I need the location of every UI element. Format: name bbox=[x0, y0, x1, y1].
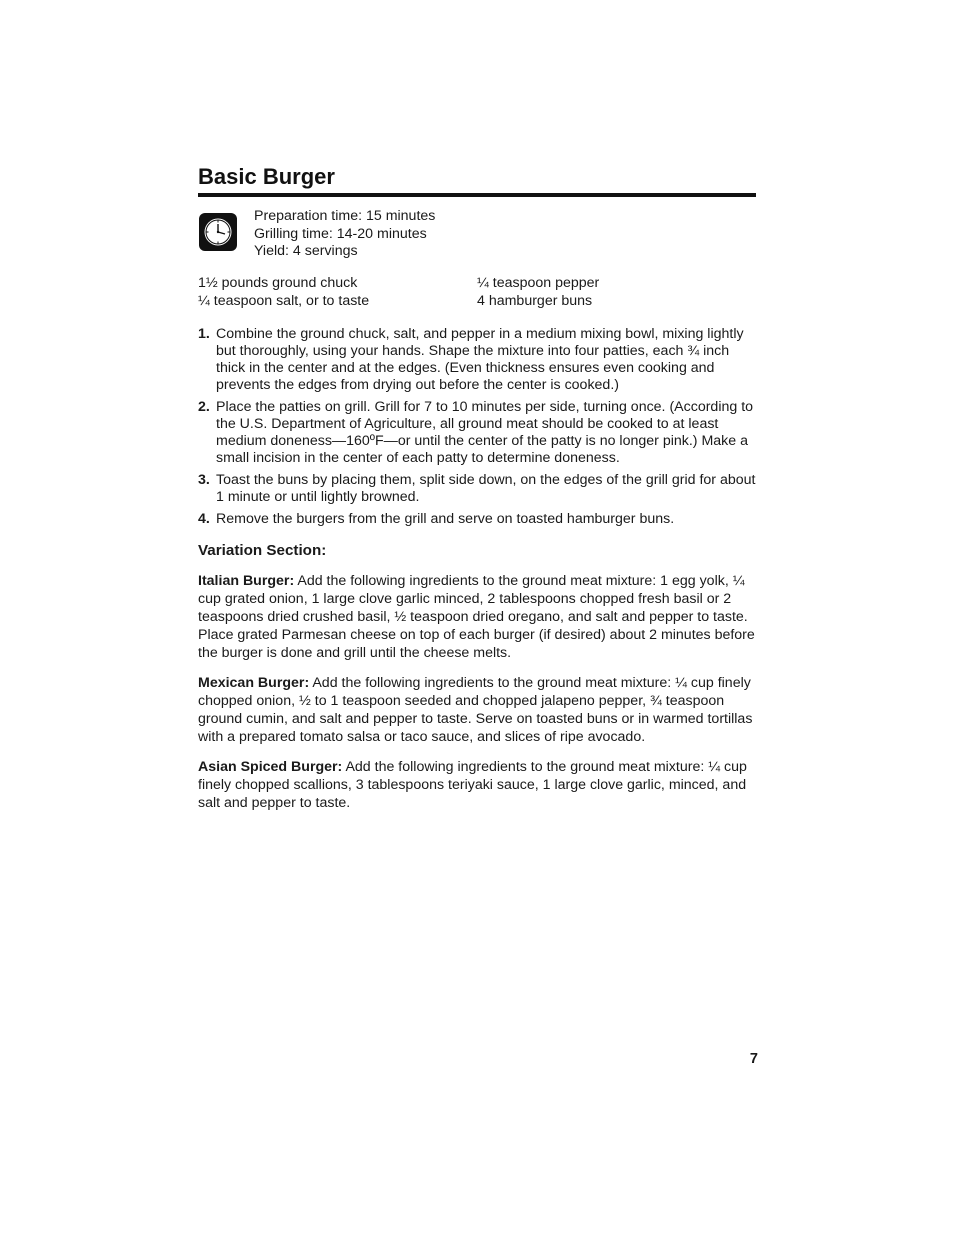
step-number: 3. bbox=[198, 472, 210, 489]
step-number: 2. bbox=[198, 398, 210, 415]
variation-text: Add the following ingredients to the ground meat mixture: ¼ cup finely chopped onion, ½ to 1 teaspoon seeded and chopped jalapeno pepper, ¾ teaspoon ground cumin, and salt and pepper to taste. Serve on toasted buns or in warmed tortillas with a prepared tomato salsa or taco sauce, and slices of ripe avocado. bbox=[198, 675, 753, 746]
variation-heading: Variation Section: bbox=[198, 542, 327, 560]
step-number: 1. bbox=[198, 325, 210, 342]
variation-name: Italian Burger: bbox=[198, 573, 295, 590]
ingredient-item: ¼ teaspoon salt, or to taste bbox=[198, 292, 370, 309]
recipe-title: Basic Burger bbox=[198, 164, 335, 189]
variation-asian bbox=[198, 758, 756, 812]
ingredient-item: 1½ pounds ground chuck bbox=[198, 274, 358, 291]
variation-italian bbox=[198, 572, 756, 662]
recipe-meta bbox=[198, 208, 756, 261]
step-number: 4. bbox=[198, 511, 210, 528]
step-text: Place the patties on grill. Grill for 7 to 10 minutes per side, turning once. (According to the U.S. Department of Agriculture, all ground meat should be cooked to at least medium doneness—160ºF—or until the center of the patty is no longer pink.) Make a small incision in the center of each patty to determine doneness. bbox=[216, 398, 754, 467]
recipe-page bbox=[198, 163, 756, 812]
step-item bbox=[198, 511, 756, 528]
ingredients bbox=[198, 274, 756, 310]
step-item bbox=[198, 326, 756, 395]
variation-text: Add the following ingredients to the ground meat mixture: ¼ cup finely chopped scallions, 3 tablespoons teriyaki sauce, 1 large clove garlic, minced, and salt and pepper to taste. bbox=[198, 759, 747, 812]
ingredient-item: ¼ teaspoon pepper bbox=[477, 274, 600, 291]
title-rule bbox=[198, 193, 756, 197]
variation-name: Asian Spiced Burger: bbox=[198, 759, 343, 776]
steps-list bbox=[198, 326, 756, 529]
step-text: Remove the burgers from the grill and serve on toasted hamburger buns. bbox=[216, 511, 675, 528]
ingredient-item: 4 hamburger buns bbox=[477, 292, 593, 309]
variation-name: Mexican Burger: bbox=[198, 675, 310, 692]
meta-lines bbox=[254, 208, 435, 261]
step-text: Toast the buns by placing them, split side down, on the edges of the grill grid for about 1 minute or until lightly browned. bbox=[216, 472, 756, 506]
step-item bbox=[198, 472, 756, 506]
variation-text: Add the following ingredients to the ground meat mixture: 1 egg yolk, ¼ cup grated onion, 1 large clove garlic minced, 2 tablespoons chopped fresh basil or 2 teaspoons dried crushed basil, ½ teaspoon dried oregano, and salt and pepper to taste. Place grated Parmesan cheese on top of each burger (if desired) about 2 minutes before the burger is done and grill until the cheese melts. bbox=[198, 573, 755, 662]
variation-mexican bbox=[198, 674, 756, 746]
prep-time: Preparation time: 15 minutes bbox=[254, 208, 436, 224]
page-number: 7 bbox=[749, 1051, 758, 1067]
ingredients-left bbox=[198, 274, 477, 310]
yield: Yield: 4 servings bbox=[254, 243, 358, 259]
ingredients-right bbox=[477, 274, 756, 310]
step-item bbox=[198, 399, 756, 468]
step-text: Combine the ground chuck, salt, and pepper in a medium mixing bowl, mixing lightly but thoroughly, using your hands. Shape the mixture into four patties, each ¾ inch thick in the center and at the edges. (Even thickness ensures even cooking and prevents the edges from drying out before the center is cooked.) bbox=[216, 325, 744, 394]
clock-icon bbox=[198, 212, 238, 252]
grill-time: Grilling time: 14-20 minutes bbox=[254, 225, 427, 242]
